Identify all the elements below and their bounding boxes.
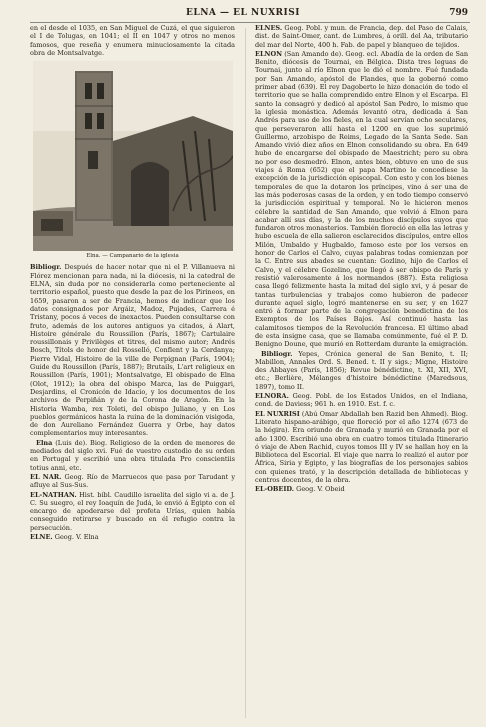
- entry-text: (Abú Omar Abdallah ben Razid ben Ahmed). Biog. Literato hispano-arábigo, que floreció por el año 1274 (673 de la hégira). Era oriundo de Granada y murió en Granada por el año 1300. Escribió una obra en cuatro tomos titulada Itinerario ó viaje de Aben Rachid, cuyos tomos III y IV se hallan hoy en la Biblioteca del Escorial. El viaje que narra lo realizó el autor por África, Siria y Egipto, y las biografías de los personajes sabios con quienes trató, y la descripción detallada de bibliotecas y centros docentes, de la obra.: [255, 409, 468, 485]
- entry-text: Geog. V. Obeid: [296, 485, 345, 494]
- entry-el-nathan: [30, 491, 235, 532]
- entry-elnora: [255, 392, 468, 409]
- entry-el-nar: [30, 473, 235, 490]
- entry-head: ELNON: [255, 49, 283, 58]
- bibliography-paragraph: [30, 263, 235, 437]
- running-header: [0, 8, 486, 22]
- entry-el-nuxrisi: [255, 410, 468, 485]
- entry-text: (Luis de). Biog. Religioso de la orden de menores de mediados del siglo xvi. Fué de vuestro custodio de su orden en Portugal y escribió una obra titulada Pro conscientiis totius anni, etc.: [30, 438, 235, 472]
- right-column: [255, 24, 468, 495]
- entry-text: Geog. Pobl. y mun. de Francia, dep. del Paso de Calais, dist. de Saint-Omer, cant. de Lumbres, á orill. del Aa, tributario del mar del Norte, 400 h. Fab. de papel y blanqueo de tejidos.: [255, 24, 468, 49]
- entry-elne: [30, 533, 235, 541]
- entry-head: ELNE.: [30, 532, 53, 541]
- column-divider: [245, 28, 246, 718]
- entry-head: EL-NATHAN.: [30, 490, 77, 499]
- left-column: [30, 24, 235, 542]
- bell-tower-photo: [33, 61, 233, 251]
- figure-caption: Elna. — Campanario de la iglesia: [86, 253, 179, 260]
- entry-head: ELNES.: [255, 24, 283, 32]
- entry-elnes: [255, 24, 468, 49]
- entry-head: EL NAR.: [30, 472, 62, 481]
- entry-text: (San Amando de). Geog. ecl. Abadía de la orden de San Benito, diócesis de Tournai, en Bélgica. Dista tres leguas de Tournai, junto al río Elnon que le dió el nombre. Fué fundada por San Amando, apóstol de Flandes, que la gobernó como primer abad (639). El rey Dagoberto le hizo donación de todo el territorio que se halla comprendido entre Elnon y el Escarpa. El santo la consagró y dedicó al apóstol San Pedro, lo mismo que la iglesia monástica. Además levantó otra, dedicada á San Andrés para uso de los fieles, en la cual servían ocho seculares, que perseveraron allí hasta el 1200 en que los suprimió Guillermo, arzobispo de Reims, Legado de la Santa Sede. San Amando vivió diez años en Elnon consolidando su obra. En 649 hubo de encargarse del obispado de Maestricht; pero su obra no por eso desmedró. Elnon, antes bien, obtuvo en uno de sus viajes á Roma (652) que el papa Martino le concediese la excepción de la jurisdicción episcopal. Con esto y con los bienes temporales de que la dotaron los príncipes, vino á ser una de las más poderosas casas de la orden, y en todo tiempo conservó la jurisdicción espiritual y temporal. No le hicieron menos célebre la santidad de San Amando, que volvió á Elnon para acabar allí sus días, y la de los muchos discípulos suyos que fundaron otros monasterios. También floreció en ella las letras y hubo escuela de ella salieron esclarecidos discípulos, entre ellos Milón, Umbaldo y Hugbaldo, famoso este por los versos en honor de Carlos el Calvo, cuyas palabras todas comienzan por la C. Entre sus abades se cuentan: Gozlino, hijo de Carlos el Calvo, y el célebre Gozelino, que llegó á ser obispo de París y resistió valerosamente á los normandos (887). Esta religiosa casa llegó felizmente hasta la mitad del siglo xvi, y á pesar de tantas turbulencias y trabajos como hubieron de padecer durante aquel siglo, logró mantenerse en su ser, y en 1627 entró á formar parte de la congregación benedictina de los Exemptos de los Países Bajos. Así continuó hasta las calamitosos tiempos de la Revolución francesa. El último abad de esta insigne casa, que se llamaba comúnmente, fué el P. D. Benigno Doune, que murió en Rotterdam durante la emigración.: [255, 49, 469, 349]
- entry-head: Elna: [36, 438, 53, 447]
- entry-text: Geog. V. Elna: [54, 532, 99, 541]
- header-title: ELNA — EL NUXRISI: [186, 8, 300, 18]
- bibliogr-head: Bibliogr.: [30, 263, 62, 272]
- entry-text: Hist. bíbl. Caudillo israelita del siglo vi a. de J. C. Su suegro, el rey Ioaquín de Judá, le envió á Egipto con el encargo de apoderarse del profeta Urías, quien había conseguido retirarse y buscado en él refugio contra la persecución.: [30, 490, 235, 532]
- entry-elnon-bibliogr: [255, 350, 468, 391]
- entry-head: Bibliogr.: [261, 349, 293, 358]
- entry-el-obeid: [255, 485, 468, 493]
- header-rule: [30, 22, 470, 23]
- entry-elna-luis: [30, 439, 235, 472]
- entry-head: ELNORA.: [255, 392, 289, 401]
- entry-text: Geog. Pobl. de los Estados Unidos, en el Indiana, cond. de Daviess; 961 h. en 1910. Est. f. c.: [255, 392, 468, 409]
- entry-elnon: [255, 50, 468, 349]
- entry-text: Yepes, Crónica general de San Benito, t. II; Mabillon, Annales Ord. S. Bened. t. II y sigs.; Migne, Histoire des Abbayes (París, 1856); Revue bénédictine, t. XI, XII, XVI, etc.; Berlière, Mélanges d'histoire bénédictine (Maredsous, 1897), tomo II.: [255, 349, 468, 391]
- entry-head: EL-OBEID.: [255, 485, 295, 494]
- intro-paragraph: en el desde el 1035, en San Miguel de Cuzá, el que siguieron el I de Tolugas, en 1041; el II en 1047 y otros no menos famosos, que reseña y enumera minuciosamente la citada obra de Montsalvatge.: [30, 24, 235, 57]
- entry-head: EL NUXRISI: [255, 409, 300, 418]
- page-number: 799: [449, 8, 468, 18]
- bibliogr-text: Después de hacer notar que ni el P. Villanueva ni Flórez mencionan para nada, ni la diócesis, ni la catedral de ELNA, sin duda por no considerarla como perteneciente al territorio español, puesto que desde la paz de los Pirineos, en 1659, pasaron a ser de Francia, hemos de indicar que los datos consignados por Argáiz, Madoz, Pujades, Carrera é Tristany, pocos á veces de inexactos. Pueden consultarse con fruto, además de los autores antiguos ya citados, á Alart, Histoire générale du Roussillon (París, 1867); Cartulaire roussillonais y Privilèges et titres, del mismo autor; Andrés Bosch, Títols de honor del Rosselló, Conflent y la Cerdanya; Pierre Vidal, Histoire de la ville de Perpignan (París, 1904); Guide du Roussillon (París, 1887); Brutails, L'art religieux en Roussillon (París, 1901); Montsalvatge, El obispado de Elna (Olot, 1912); la obra del obispo Marca, las de Puiggari, Desjardins, el Cronicón de Idacio, y los documentos de los archivos de Perpiñán y de la Corona de Aragón. En la Historia Wamba, rex Toleti, del obispo Juliano, y en Los pueblos germánicos hasta la ruina de la dominación visigoda, de don Aureliano Fernández Guerra y Orbe, hay datos complementarios muy interesantes.: [30, 263, 235, 438]
- entry-text: Geog. Río de Marruecos que pasa por Tarudant y afluye al Sus-Sus.: [30, 472, 235, 490]
